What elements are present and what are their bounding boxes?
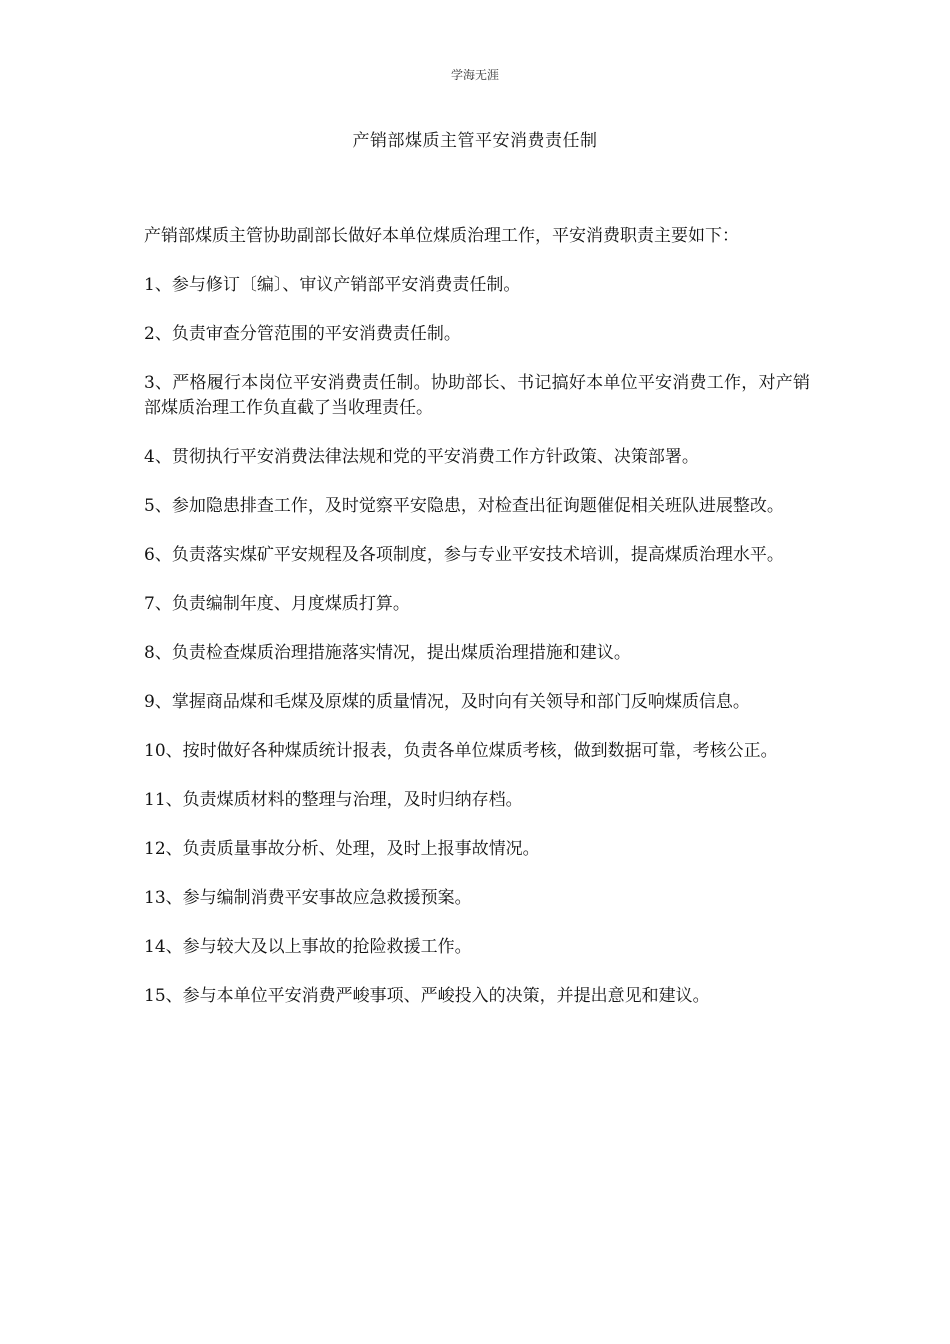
duty-item: 11、负责煤质材料的整理与治理，及时归纳存档。 [144,790,523,810]
duty-item: 7、负责编制年度、月度煤质打算。 [144,594,410,614]
duty-item: 9、掌握商品煤和毛煤及原煤的质量情况，及时向有关领导和部门反响煤质信息。 [144,692,750,712]
intro-paragraph: 产销部煤质主管协助副部长做好本单位煤质治理工作，平安消费职责主要如下： [144,226,739,246]
duty-item: 14、参与较大及以上事故的抢险救援工作。 [144,937,472,957]
duty-item: 10、按时做好各种煤质统计报表，负责各单位煤质考核，做到数据可靠，考核公正。 [144,741,778,761]
duty-item: 8、负责检查煤质治理措施落实情况，提出煤质治理措施和建议。 [144,643,631,663]
page-header: 学海无涯 [450,68,499,82]
duty-item: 3、严格履行本岗位平安消费责任制。协助部长、书记搞好本单位平安消费工作，对产销部煤质治理工作负直截了当收理责任。 [144,373,810,418]
duty-item: 4、贯彻执行平安消费法律法规和党的平安消费工作方针政策、决策部署。 [144,447,699,467]
duty-item: 13、参与编制消费平安事故应急救援预案。 [144,888,472,908]
document-title: 产销部煤质主管平安消费责任制 [352,131,598,151]
duty-item: 6、负责落实煤矿平安规程及各项制度，参与专业平安技术培训，提高煤质治理水平。 [144,545,784,565]
duty-item: 1、参与修订〔编〕、审议产销部平安消费责任制。 [144,275,521,295]
duty-item: 15、参与本单位平安消费严峻事项、严峻投入的决策，并提出意见和建议。 [144,986,710,1006]
document-body [144,224,810,1033]
duty-item: 12、负责质量事故分析、处理，及时上报事故情况。 [144,839,540,859]
duty-item: 2、负责审查分管范围的平安消费责任制。 [144,324,461,344]
duty-item: 5、参加隐患排查工作，及时觉察平安隐患，对检查出征询题催促相关班队进展整改。 [144,496,784,516]
